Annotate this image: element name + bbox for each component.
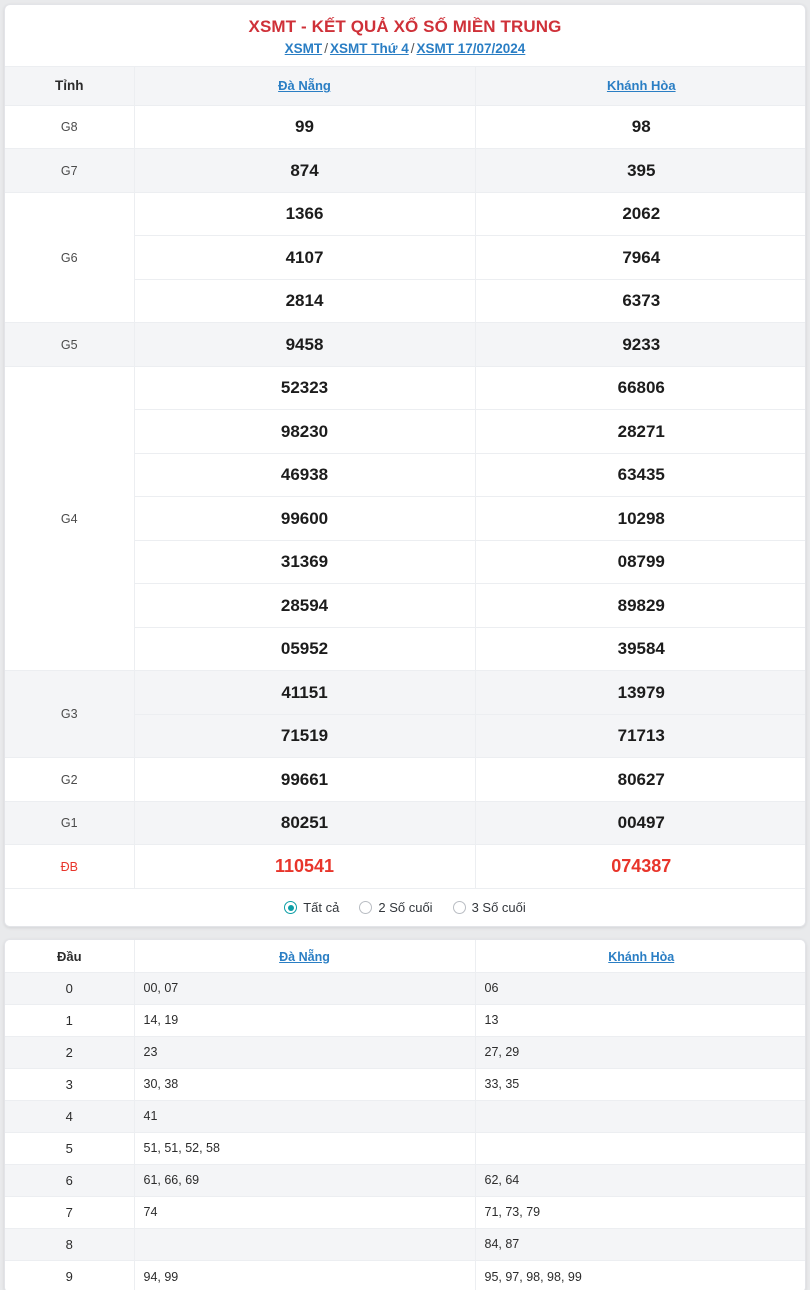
head-values-khanhhoa: 95, 97, 98, 98, 99 [475, 1260, 806, 1290]
head-values-khanhhoa: 84, 87 [475, 1228, 806, 1260]
table-row [5, 105, 806, 149]
prize-number-khanhhoa: 39584 [475, 627, 806, 671]
list-item [5, 1228, 806, 1260]
prize-number-khanhhoa: 08799 [475, 540, 806, 584]
prize-label-g2: G2 [5, 758, 134, 802]
head-values-danang: 14, 19 [134, 1004, 475, 1036]
prize-label-g6: G6 [5, 192, 134, 323]
table-row [5, 845, 806, 889]
head-table-header [5, 940, 806, 972]
prize-label-g4: G4 [5, 366, 134, 671]
prize-number-danang: 874 [134, 149, 475, 193]
head-digit: 4 [5, 1100, 134, 1132]
prize-number-danang: 52323 [134, 366, 475, 410]
prize-number-khanhhoa: 98 [475, 105, 806, 149]
column-header-khanhhoa [475, 66, 806, 105]
prize-number-khanhhoa: 6373 [475, 279, 806, 323]
head-values-khanhhoa [475, 1100, 806, 1132]
lottery-result-card [4, 4, 806, 927]
column-header-province: Tỉnh [5, 66, 134, 105]
prize-number-danang: 98230 [134, 410, 475, 454]
prize-number-khanhhoa: 80627 [475, 758, 806, 802]
breadcrumb-link-weekday[interactable]: XSMT Thứ 4 [329, 41, 409, 57]
head-values-danang: 74 [134, 1196, 475, 1228]
danang-link[interactable]: Đà Nẵng [278, 78, 331, 94]
prize-number-danang: 28594 [134, 584, 475, 628]
head-digit: 2 [5, 1036, 134, 1068]
head-values-khanhhoa: 27, 29 [475, 1036, 806, 1068]
prize-number-khanhhoa: 395 [475, 149, 806, 193]
prize-number-khanhhoa: 71713 [475, 714, 806, 758]
prize-number-khanhhoa: 66806 [475, 366, 806, 410]
table-row [5, 758, 806, 802]
head-digit: 1 [5, 1004, 134, 1036]
results-header-row [5, 66, 806, 105]
filter-option-0[interactable] [284, 900, 339, 915]
radio-button-icon[interactable] [284, 901, 297, 914]
prize-number-khanhhoa: 7964 [475, 236, 806, 280]
head-values-danang: 23 [134, 1036, 475, 1068]
breadcrumb [5, 40, 805, 66]
head-values-khanhhoa: 33, 35 [475, 1068, 806, 1100]
head-column-header-danang [134, 940, 475, 972]
head-digit: 3 [5, 1068, 134, 1100]
prize-label-g3: G3 [5, 671, 134, 758]
head-values-danang: 94, 99 [134, 1260, 475, 1290]
head-values-danang: 30, 38 [134, 1068, 475, 1100]
page-title: XSMT - KẾT QUẢ XỔ SỐ MIỀN TRUNG [248, 17, 562, 36]
head-values-khanhhoa: 71, 73, 79 [475, 1196, 806, 1228]
list-item [5, 1196, 806, 1228]
head-summary-card [4, 939, 806, 1290]
khanhhoa-link[interactable]: Khánh Hòa [606, 78, 676, 94]
prize-label-g8: G8 [5, 105, 134, 149]
prize-number-danang: 9458 [134, 323, 475, 367]
radio-button-icon[interactable] [359, 901, 372, 914]
table-row [5, 671, 806, 715]
breadcrumb-separator-1: / [324, 41, 328, 57]
head-column-header-khanhhoa [475, 940, 806, 972]
prize-number-danang: 1366 [134, 192, 475, 236]
list-item [5, 1132, 806, 1164]
prize-number-khanhhoa: 89829 [475, 584, 806, 628]
head-summary-table [5, 940, 806, 1290]
prize-number-danang: 71519 [134, 714, 475, 758]
filter-option-1[interactable] [359, 900, 432, 915]
table-row [5, 149, 806, 193]
table-row [5, 323, 806, 367]
list-item [5, 1164, 806, 1196]
prize-number-danang: 99600 [134, 497, 475, 541]
head-values-danang [134, 1228, 475, 1260]
prize-label-g7: G7 [5, 149, 134, 193]
list-item [5, 1036, 806, 1068]
breadcrumb-link-xsmt[interactable]: XSMT [284, 41, 323, 57]
prize-number-danang: 99661 [134, 758, 475, 802]
column-header-danang [134, 66, 475, 105]
prize-number-danang: 41151 [134, 671, 475, 715]
head-values-danang: 41 [134, 1100, 475, 1132]
head-values-danang: 51, 51, 52, 58 [134, 1132, 475, 1164]
head-digit: 7 [5, 1196, 134, 1228]
list-item [5, 1004, 806, 1036]
prize-number-khanhhoa: 074387 [475, 845, 806, 889]
head-digit: 9 [5, 1260, 134, 1290]
prize-number-danang: 2814 [134, 279, 475, 323]
prize-number-khanhhoa: 13979 [475, 671, 806, 715]
prize-number-khanhhoa: 10298 [475, 497, 806, 541]
prize-number-khanhhoa: 9233 [475, 323, 806, 367]
head-values-khanhhoa: 62, 64 [475, 1164, 806, 1196]
list-item [5, 1260, 806, 1290]
results-table-header [5, 66, 806, 105]
table-row [5, 366, 806, 410]
prize-label-g1: G1 [5, 801, 134, 845]
prize-number-danang: 05952 [134, 627, 475, 671]
filter-option-label: 3 Số cuối [471, 900, 526, 916]
head-table-body [5, 972, 806, 1290]
filter-option-label: 2 Số cuối [378, 900, 433, 916]
head-values-khanhhoa [475, 1132, 806, 1164]
head-header-row [5, 940, 806, 972]
prize-number-khanhhoa: 28271 [475, 410, 806, 454]
prize-number-danang: 80251 [134, 801, 475, 845]
digit-filter-group[interactable] [5, 888, 805, 926]
radio-button-icon[interactable] [453, 901, 466, 914]
head-digit: 0 [5, 972, 134, 1004]
head-values-danang: 61, 66, 69 [134, 1164, 475, 1196]
prize-number-danang: 99 [134, 105, 475, 149]
head-values-khanhhoa: 13 [475, 1004, 806, 1036]
prize-label-g5: G5 [5, 323, 134, 367]
head-values-danang: 00, 07 [134, 972, 475, 1004]
head-khanhhoa-link[interactable]: Khánh Hòa [608, 949, 675, 964]
head-values-khanhhoa: 06 [475, 972, 806, 1004]
lottery-results-table [5, 66, 806, 889]
prize-label-đb: ĐB [5, 845, 134, 889]
prize-number-khanhhoa: 63435 [475, 453, 806, 497]
prize-number-danang: 4107 [134, 236, 475, 280]
table-row [5, 192, 806, 236]
filter-option-label: Tất cả [303, 900, 340, 916]
head-digit: 5 [5, 1132, 134, 1164]
prize-number-khanhhoa: 2062 [475, 192, 806, 236]
column-header-dau: Đầu [5, 940, 134, 972]
prize-number-danang: 46938 [134, 453, 475, 497]
list-item [5, 1068, 806, 1100]
prize-number-khanhhoa: 00497 [475, 801, 806, 845]
head-digit: 6 [5, 1164, 134, 1196]
head-digit: 8 [5, 1228, 134, 1260]
results-table-body [5, 105, 806, 888]
prize-number-danang: 110541 [134, 845, 475, 889]
breadcrumb-link-date[interactable]: XSMT 17/07/2024 [416, 41, 526, 57]
head-danang-link[interactable]: Đà Nẵng [279, 949, 330, 964]
breadcrumb-separator-2: / [410, 41, 415, 57]
list-item [5, 972, 806, 1004]
filter-option-2[interactable] [453, 900, 526, 915]
prize-number-danang: 31369 [134, 540, 475, 584]
list-item [5, 1100, 806, 1132]
table-row [5, 801, 806, 845]
